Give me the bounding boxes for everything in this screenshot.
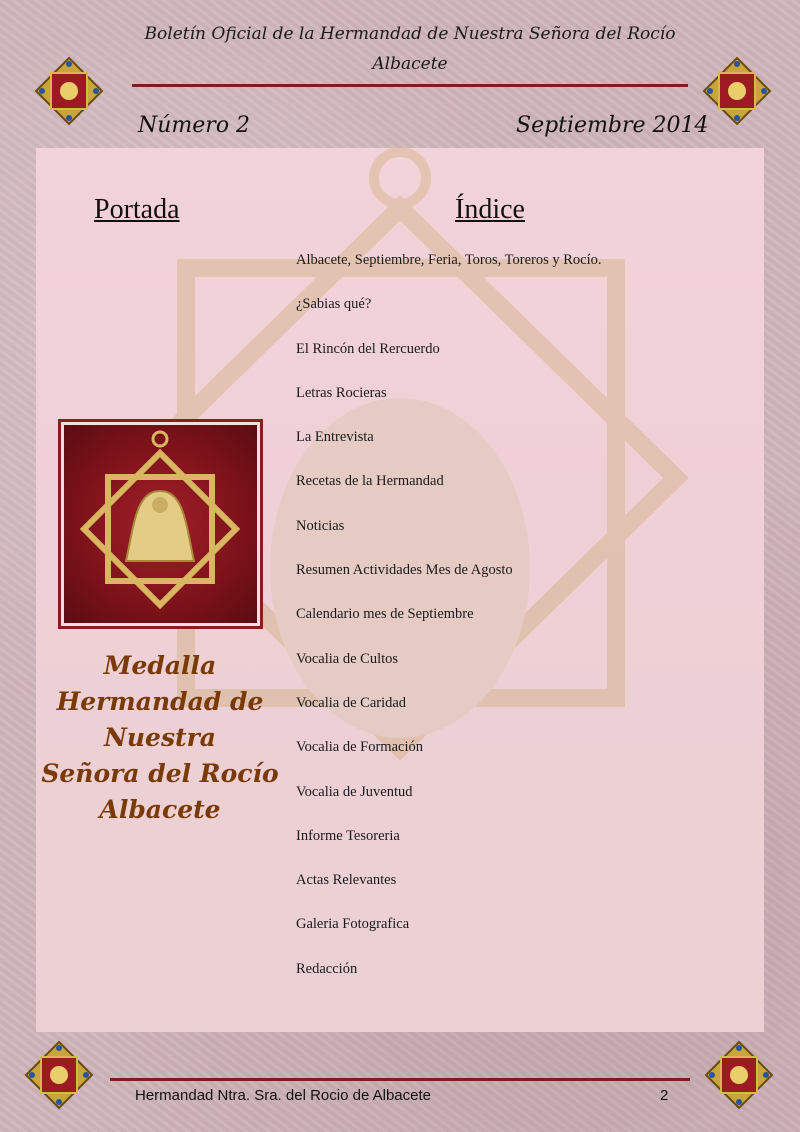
page-number: 2 xyxy=(660,1087,669,1104)
toc-entry-title: Vocalia de Juventud xyxy=(296,783,413,800)
medal-icon xyxy=(64,425,257,623)
bulletin-city: Albacete xyxy=(372,54,448,74)
toc-entry-title: Recetas de la Hermandad xyxy=(296,473,444,490)
toc-entry[interactable] xyxy=(296,250,742,294)
toc-entry-title: Informe Tesoreria xyxy=(296,827,400,844)
toc-entry[interactable] xyxy=(296,560,742,604)
issue-date: Septiembre 2014 xyxy=(516,113,709,138)
toc-entry[interactable] xyxy=(296,294,742,338)
issue-number: Número 2 xyxy=(138,113,251,138)
toc-entry[interactable] xyxy=(296,604,742,648)
bulletin-title: Boletín Oficial de la Hermandad de Nuestra Señora del Rocío xyxy=(144,24,676,44)
toc-entry[interactable] xyxy=(296,383,742,427)
medal-image xyxy=(58,419,263,629)
toc-entry-title: Calendario mes de Septiembre xyxy=(296,606,474,623)
header-rule xyxy=(132,84,688,87)
ornament-icon xyxy=(34,56,104,126)
toc-entry[interactable] xyxy=(296,339,742,383)
toc-entry-title: La Entrevista xyxy=(296,429,374,446)
toc-entry[interactable] xyxy=(296,427,742,471)
ornament-icon xyxy=(704,1040,774,1110)
toc-entry[interactable] xyxy=(296,516,742,560)
medal-caption xyxy=(40,648,280,828)
footer-rule xyxy=(110,1078,690,1081)
toc-entry[interactable] xyxy=(296,959,742,1003)
toc-entry[interactable] xyxy=(296,471,742,515)
table-of-contents xyxy=(296,250,742,1003)
caption-line: Señora del Rocío xyxy=(41,759,279,788)
ornament-icon xyxy=(702,56,772,126)
ornament-icon xyxy=(24,1040,94,1110)
toc-entry-title: Resumen Actividades Mes de Agosto xyxy=(296,562,513,579)
toc-entry[interactable] xyxy=(296,782,742,826)
footer-text: Hermandad Ntra. Sra. del Rocio de Albacete xyxy=(135,1087,431,1104)
toc-entry-title: Galeria Fotografica xyxy=(296,916,410,933)
toc-entry-title: Vocalia de Caridad xyxy=(296,694,407,711)
toc-entry-title: Albacete, Septiembre, Feria, Toros, Toreros y Rocío. xyxy=(296,252,602,268)
caption-line: Albacete xyxy=(99,795,221,824)
toc-entry[interactable] xyxy=(296,826,742,870)
toc-entry-title: Actas Relevantes xyxy=(296,872,397,889)
toc-entry-title: Noticias xyxy=(296,517,345,534)
caption-line: Nuestra xyxy=(104,723,216,752)
toc-entry-title: Redacción xyxy=(296,960,358,977)
toc-entry[interactable] xyxy=(296,737,742,781)
toc-entry-title: ¿Sabias qué? xyxy=(296,296,372,313)
toc-entry-title: El Rincón del Rercuerdo xyxy=(296,340,440,357)
toc-entry-title: Letras Rocieras xyxy=(296,384,387,401)
index-heading: Índice xyxy=(455,194,525,225)
toc-entry[interactable] xyxy=(296,914,742,958)
toc-entry[interactable] xyxy=(296,649,742,693)
portada-heading: Portada xyxy=(94,194,180,225)
toc-entry[interactable] xyxy=(296,870,742,914)
toc-entry-title: Vocalia de Cultos xyxy=(296,650,399,667)
toc-entry[interactable] xyxy=(296,693,742,737)
caption-line: Medalla xyxy=(103,651,217,680)
caption-line: Hermandad de xyxy=(56,687,264,716)
toc-entry-title: Vocalia de Formación xyxy=(296,739,423,756)
